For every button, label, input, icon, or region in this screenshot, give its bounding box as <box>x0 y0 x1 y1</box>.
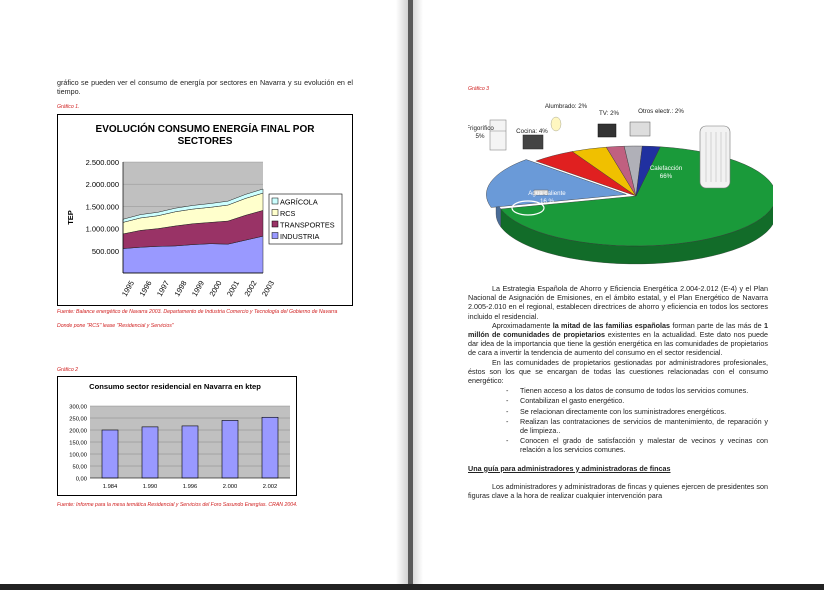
x-tick-label: 2.002 <box>262 484 278 490</box>
pie-label: Alumbrado: 2% <box>544 103 588 110</box>
y-tick-label: 300,00 <box>69 404 87 411</box>
paragraph-3: En las comunidades de propietarios gestionadas por administradores profesionales, éstos son los que se encargan de todas las cuestiones relacionadas con el consumo energético: <box>468 357 768 386</box>
legend-swatch <box>272 210 278 216</box>
chart-title: EVOLUCIÓN CONSUMO ENERGÍA FINAL POR <box>95 124 315 135</box>
pie-label: 5% <box>475 133 485 140</box>
bulb-icon <box>551 117 561 131</box>
bar <box>222 420 238 478</box>
y-tick-label: 2.000.000 <box>85 180 119 190</box>
section-heading: Una guía para administradores y administradoras de fincas <box>468 463 671 473</box>
microwave-icon <box>630 122 650 136</box>
bullet-list <box>506 386 768 454</box>
p2-after: existentes en la actualidad. Este dato nos puede dar idea de la importancia que tiene la gestión energética en las comunidades de propietarios de cara a invertir la tendencia de aumento del consumo en el sector residencial. <box>468 330 768 358</box>
legend-label: AGRÍCOLA <box>280 197 318 207</box>
chart1-source: Fuente: Balance energético de Navarra 2003. Departamento de Industria Comercio y Tecnología del Gobierno de Navarra <box>57 309 338 315</box>
y-tick-label: 250,00 <box>69 416 87 423</box>
chart-title: Consumo sector residencial en Navarra en ktep <box>89 382 261 391</box>
legend-label: INDUSTRIA <box>280 232 320 241</box>
y-tick-label: 2.500.000 <box>85 158 119 167</box>
pie-label: 16 % <box>539 198 555 205</box>
y-tick-label: 150,00 <box>69 440 87 447</box>
x-tick-label: 1995 <box>119 279 137 298</box>
pie-chart <box>468 98 773 270</box>
y-tick-label: 50,00 <box>72 464 87 471</box>
list-item: - Conocen el grado de satisfacción y malestar de vecinos y vecinas con relación a los servicios comunes. <box>506 436 768 454</box>
x-tick-label: 1999 <box>189 279 207 298</box>
bar <box>142 427 158 478</box>
pie-label: Otros electr.: 2% <box>638 108 684 115</box>
x-tick-label: 2.000 <box>222 484 238 490</box>
x-tick-label: 1.984 <box>102 484 118 490</box>
chart2-label: Gráfico 2 <box>57 367 79 373</box>
bottom-bar <box>0 584 824 590</box>
x-tick-label: 1997 <box>154 279 172 298</box>
x-tick-label: 1.990 <box>142 484 158 490</box>
bar <box>262 417 278 478</box>
p2-mid: forman parte de las más de <box>669 320 764 330</box>
x-tick-label: 1.996 <box>182 484 198 490</box>
pie-label: Frigorífico <box>468 125 494 132</box>
paragraph-4: Los administradores y administradoras de fincas y quienes ejercen de presidentes son figuras clave a la hora de realizar cualquier intervención para <box>468 481 768 501</box>
list-item: - Realizan las contrataciones de servicios de mantenimiento, de reparación y de limpieza.. <box>506 417 768 435</box>
area-chart <box>57 114 353 306</box>
tv-icon <box>598 124 616 137</box>
pie-label: Cocina: 4% <box>516 128 548 135</box>
paragraph-2 <box>468 321 768 358</box>
y-tick-label: 100,00 <box>69 452 87 459</box>
x-tick-label: 2001 <box>224 279 242 298</box>
legend-swatch <box>272 233 278 239</box>
chart2-source: Fuente: Informe para la mesa temática Residencial y Servicios del Foro Sasundo Energías. CRAN 2004. <box>57 502 298 508</box>
legend-swatch <box>272 221 278 227</box>
chart2 <box>57 376 297 501</box>
list-item: - Se relacionan directamente con los suministradores energéticos. <box>506 407 768 416</box>
radiator-icon <box>700 126 730 188</box>
y-tick-label: 1.000.000 <box>85 224 119 234</box>
intro-text: gráfico se pueden ver el consumo de energía por sectores en Navarra y su evolución en el tiempo. <box>57 78 353 97</box>
x-tick-label: 1998 <box>172 279 189 298</box>
chart-title: SECTORES <box>177 136 233 147</box>
chart3-label: Gráfico 3 <box>468 86 490 92</box>
chart1-note: Donde pone "RCS" lease "Residencial y Servicios" <box>57 323 174 329</box>
left-page <box>0 0 408 590</box>
list-item: - Contabilizan el gasto energético. <box>506 396 768 405</box>
bar <box>182 426 198 478</box>
pie-label: Calefacción <box>649 165 683 172</box>
y-tick-label: 200,00 <box>69 428 87 435</box>
x-tick-label: 2003 <box>259 279 277 298</box>
bar-chart <box>57 376 297 496</box>
p2-bold-1: la mitad de las familias españolas <box>552 320 670 330</box>
stove-icon <box>523 135 543 149</box>
legend-label: TRANSPORTES <box>280 220 335 230</box>
bar <box>102 430 118 478</box>
legend-swatch <box>272 198 278 204</box>
legend-label: RCS <box>280 209 296 218</box>
right-page <box>413 0 824 590</box>
y-axis-label: TEP <box>66 210 75 225</box>
x-tick-label: 1996 <box>137 279 154 298</box>
p2-bold-2: 1 millón de comunidades de propietarios <box>468 320 768 340</box>
list-item: - Tienen acceso a los datos de consumo de todos los servicios comunes. <box>506 386 768 395</box>
chart3 <box>468 98 773 275</box>
page-gutter-shadow <box>396 0 408 590</box>
y-tick-label: 0,00 <box>75 476 87 483</box>
y-tick-label: 1.500.000 <box>85 202 119 212</box>
p2-before: Aproximadamente <box>492 320 553 330</box>
y-tick-label: 500.000 <box>91 246 119 256</box>
pie-label: Agua caliente <box>528 190 566 197</box>
pie-label: 66% <box>659 173 673 180</box>
article-body <box>468 284 768 500</box>
x-tick-label: 2002 <box>242 279 259 298</box>
x-tick-label: 2000 <box>207 279 224 298</box>
page-gutter-shadow-right <box>413 0 423 590</box>
paragraph-1: La Estrategia Española de Ahorro y Eficiencia Energética 2.004-2.012 (E-4) y el Plan Nacional de Asignación de Emisiones, en el ámbito estatal, y el Plan Energético de Navarra 2.005-2.010 en el regional, establecen directrices de ahorro y eficiencia en todos los sectores incluido el residencial. <box>468 284 768 321</box>
chart1-label: Gráfico 1. <box>57 104 80 110</box>
chart1 <box>57 114 353 311</box>
pie-label: TV: 2% <box>598 110 620 117</box>
